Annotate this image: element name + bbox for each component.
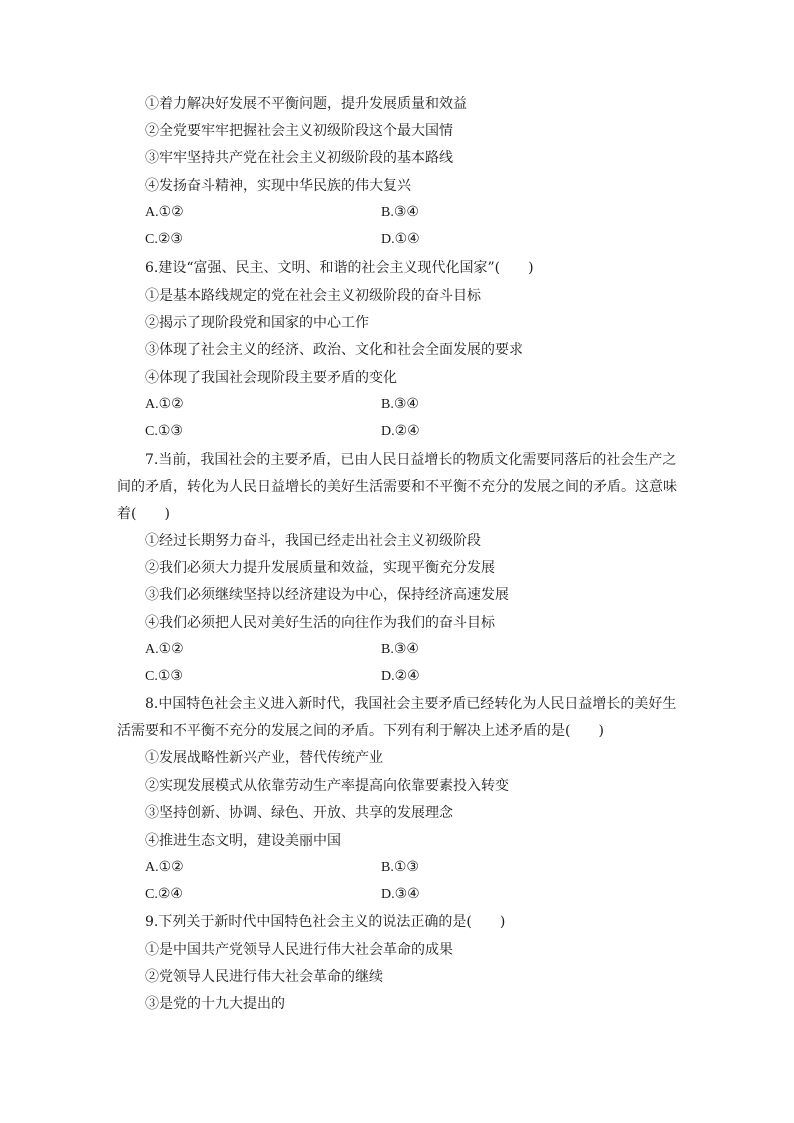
q6-item-4: ④体现了我国社会现阶段主要矛盾的变化 bbox=[145, 370, 397, 386]
q7-stem-line-2: 间的矛盾，转化为人民日益增长的美好生活需要和不平衡不充分的发展之间的矛盾。这意味 bbox=[117, 479, 677, 495]
q6-option-a: A.①② bbox=[145, 397, 184, 412]
q5-option-d: D.①④ bbox=[381, 232, 420, 247]
q5-item-4: ④发扬奋斗精神，实现中华民族的伟大复兴 bbox=[145, 178, 411, 194]
q7-item-2: ②我们必须大力提升发展质量和效益，实现平衡充分发展 bbox=[145, 560, 495, 576]
q6-item-2: ②揭示了现阶段党和国家的中心工作 bbox=[145, 315, 369, 331]
q5-option-c: C.②③ bbox=[145, 232, 183, 247]
q8-option-d: D.③④ bbox=[381, 887, 420, 902]
q6-item-1: ①是基本路线规定的党在社会主义初级阶段的奋斗目标 bbox=[145, 288, 481, 304]
q5-option-a: A.①② bbox=[145, 205, 184, 220]
q8-option-a: A.①② bbox=[145, 860, 184, 875]
q6-option-c: C.①③ bbox=[145, 424, 183, 439]
q9-item-3: ③是党的十九大提出的 bbox=[145, 996, 285, 1012]
q6-stem: 6.建设“富强、民主、文明、和谐的社会主义现代化国家”( ) bbox=[145, 260, 534, 276]
q5-option-b: B.③④ bbox=[381, 205, 419, 220]
q6-option-d: D.②④ bbox=[381, 424, 420, 439]
q8-stem-line-2: 活需要和不平衡不充分的发展之间的矛盾。下列有利于解决上述矛盾的是( ) bbox=[117, 723, 604, 739]
q8-option-b: B.①③ bbox=[381, 860, 419, 875]
q7-item-1: ①经过长期努力奋斗，我国已经走出社会主义初级阶段 bbox=[145, 533, 481, 549]
q5-item-3: ③牢牢坚持共产党在社会主义初级阶段的基本路线 bbox=[145, 150, 453, 166]
q7-option-b: B.③④ bbox=[381, 642, 419, 657]
q8-item-2: ②实现发展模式从依靠劳动生产率提高向依靠要素投入转变 bbox=[145, 778, 509, 794]
q7-option-d: D.②④ bbox=[381, 669, 420, 684]
q6-option-b: B.③④ bbox=[381, 397, 419, 412]
q5-item-2: ②全党要牢牢把握社会主义初级阶段这个最大国情 bbox=[145, 123, 453, 139]
q7-option-a: A.①② bbox=[145, 642, 184, 657]
q7-stem-line-3: 着( ) bbox=[117, 506, 170, 522]
q7-item-4: ④我们必须把人民对美好生活的向往作为我们的奋斗目标 bbox=[145, 615, 495, 631]
q7-option-c: C.①③ bbox=[145, 669, 183, 684]
q9-item-2: ②党领导人民进行伟大社会革命的继续 bbox=[145, 969, 383, 985]
q5-item-1: ①着力解决好发展不平衡问题，提升发展质量和效益 bbox=[145, 96, 467, 112]
q8-item-3: ③坚持创新、协调、绿色、开放、共享的发展理念 bbox=[145, 805, 453, 821]
q8-item-1: ①发展战略性新兴产业，替代传统产业 bbox=[145, 750, 383, 766]
q9-item-1: ①是中国共产党领导人民进行伟大社会革命的成果 bbox=[145, 942, 453, 958]
q7-item-3: ③我们必须继续坚持以经济建设为中心，保持经济高速发展 bbox=[145, 587, 509, 603]
q8-option-c: C.②④ bbox=[145, 887, 183, 902]
q6-item-3: ③体现了社会主义的经济、政治、文化和社会全面发展的要求 bbox=[145, 342, 523, 358]
q8-stem-line-1: 8.中国特色社会主义进入新时代，我国社会主要矛盾已经转化为人民日益增长的美好生 bbox=[145, 696, 677, 712]
q7-stem-line-1: 7.当前，我国社会的主要矛盾，已由人民日益增长的物质文化需要同落后的社会生产之 bbox=[145, 452, 677, 468]
q8-item-4: ④推进生态文明，建设美丽中国 bbox=[145, 833, 341, 849]
q9-stem: 9.下列关于新时代中国特色社会主义的说法正确的是( ) bbox=[145, 914, 506, 930]
